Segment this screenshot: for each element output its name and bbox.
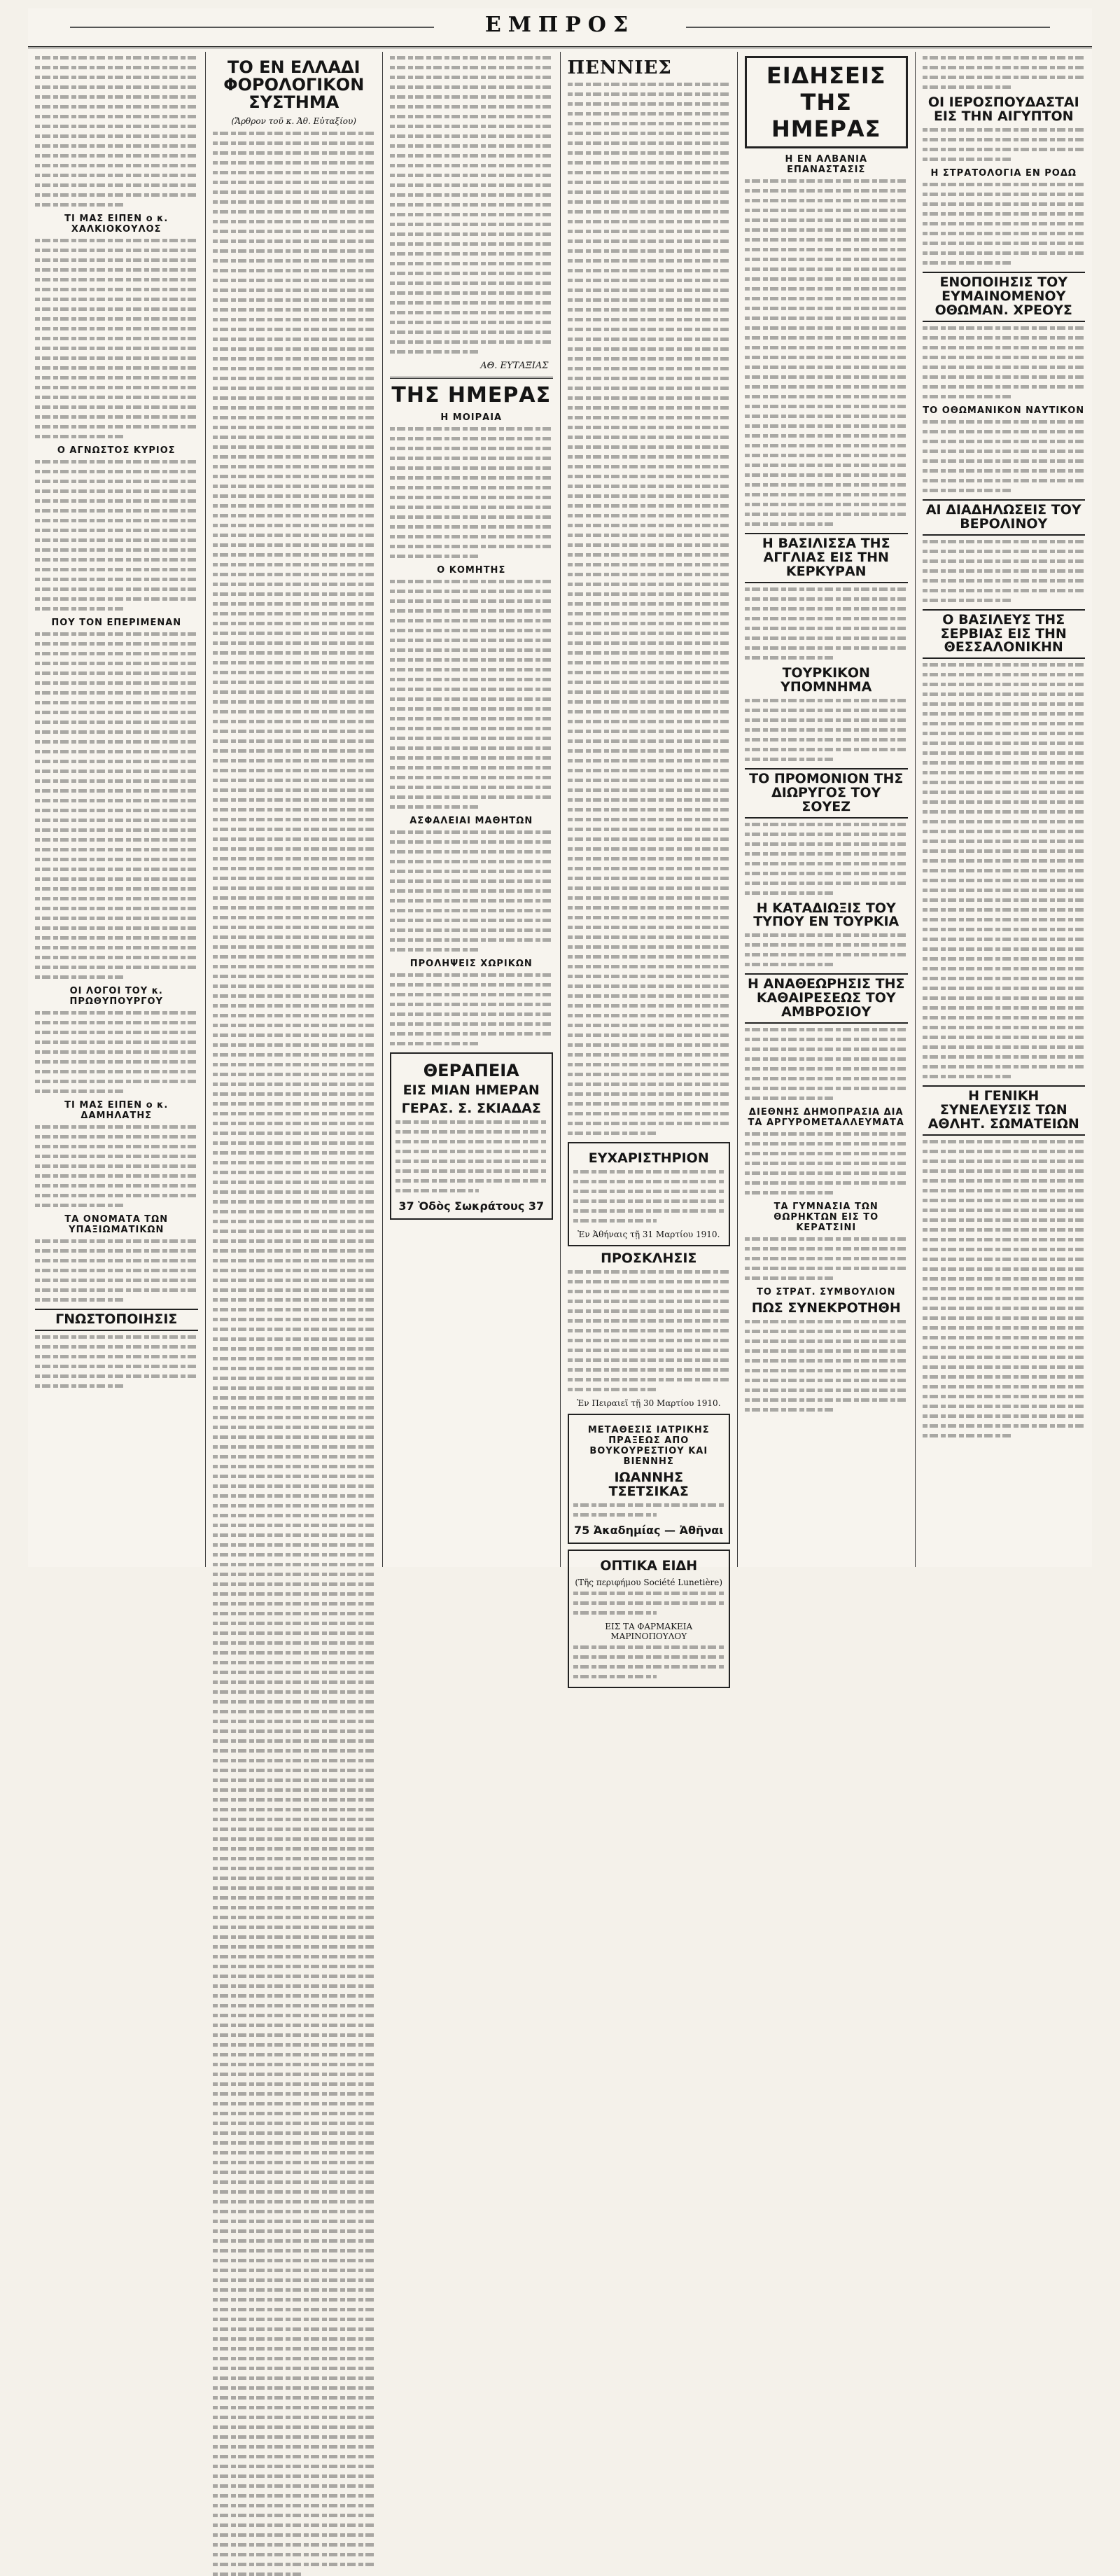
section-heading: Η ΚΑΤΑΔΙΩΞΙΣ ΤΟΥ ΤΥΠΟΥ ΕΝ ΤΟΥΡΚΙΑ xyxy=(753,900,899,930)
section-heading: Ο ΑΓΝΩΣΤΟΣ ΚΥΡΙΟΣ xyxy=(57,445,176,456)
section-heading: Η ΒΑΣΙΛΙΣΣΑ ΤΗΣ ΑΓΓΛΙΑΣ ΕΙΣ ΤΗΝ ΚΕΡΚΥΡΑΝ xyxy=(745,533,908,583)
section-heading: ΕΝΟΠΟΙΗΣΙΣ ΤΟΥ ΕΥΜΑΙΝΟΜΕΝΟΥ ΟΘΩΜΑΝ. ΧΡΕΟΥΣ xyxy=(923,272,1086,322)
byline: (Ἄρθρον τοῦ κ. Ἀθ. Εὐταξίου) xyxy=(231,116,356,126)
advertisement xyxy=(390,1052,553,1220)
ad-name: ΙΩΑΝΝΗΣ ΤΣΕΤΣΙΚΑΣ xyxy=(608,1469,689,1499)
notice-body xyxy=(573,1170,725,1223)
section-heading: ΤΑ ΓΥΜΝΑΣΙΑ ΤΩΝ ΘΩΡΗΚΤΩΝ ΕΙΣ ΤΟ ΚΕΡΑΤΣΙΝΙ xyxy=(774,1202,879,1234)
article-body xyxy=(745,823,908,895)
article-body xyxy=(923,420,1086,492)
ad-note: ΕΙΣ ΤΑ ΦΑΡΜΑΚΕΙΑ ΜΑΡΙΝΟΠΟΥΛΟΥ xyxy=(605,1621,693,1641)
main-headline: ΤΟ ΕΝ ΕΛΛΑΔΙ ΦΟΡΟΛΟΓΙΚΟΝ ΣΥΣΤΗΜΑ xyxy=(223,57,365,113)
article-body xyxy=(390,973,553,1045)
column-1 xyxy=(28,52,206,1567)
section-heading: Η ΑΝΑΘΕΩΡΗΣΙΣ ΤΗΣ ΚΑΘΑΙΡΕΣΕΩΣ ΤΟΥ ΑΜΒΡΟΣΙΟΥ xyxy=(745,973,908,1024)
article-body xyxy=(35,1335,198,1388)
article-body xyxy=(35,56,198,207)
column-5 xyxy=(738,52,916,1567)
article-body xyxy=(213,132,376,2576)
ad-body xyxy=(573,1503,725,1517)
columns xyxy=(28,52,1092,1641)
masthead-rule-right xyxy=(686,27,1050,28)
column-4 xyxy=(561,52,738,1641)
section-heading: ΑΙ ΔΙΑΔΗΛΩΣΕΙΣ ΤΟΥ ΒΕΡΟΛΙΝΟΥ xyxy=(923,499,1086,536)
section-heading: ΠΡΟΛΗΨΕΙΣ ΧΩΡΙΚΩΝ xyxy=(410,958,533,969)
advertisement xyxy=(568,1550,731,1688)
ad-address: 37 Ὁδὸς Σωκράτους 37 xyxy=(398,1199,545,1213)
article-body xyxy=(745,1028,908,1100)
notice-date: Ἐν Πειραιεῖ τῇ 30 Μαρτίου 1910. xyxy=(576,1398,721,1408)
article-body xyxy=(35,1125,198,1207)
article-body xyxy=(35,1011,198,1093)
article-body xyxy=(923,663,1086,1078)
ad-title: ΘΕΡΑΠΕΙΑ xyxy=(423,1060,519,1080)
masthead xyxy=(28,8,1092,48)
divider xyxy=(390,377,553,379)
article-body xyxy=(923,56,1086,89)
notice-heading: ΠΡΟΣΚΛΗΣΙΣ xyxy=(601,1250,697,1266)
article-body xyxy=(35,460,198,611)
advertisement xyxy=(568,1414,731,1544)
article-body xyxy=(923,183,1086,265)
article-body xyxy=(568,83,731,1135)
ad-subtitle: (Τῆς περιφήμου Société Lunetière) xyxy=(575,1577,723,1587)
article-body xyxy=(745,179,908,526)
article-body xyxy=(923,128,1086,161)
section-heading: Η ΜΟΙΡΑΙΑ xyxy=(440,412,503,423)
section-heading: ΔΙΕΘΝΗΣ ΔΗΜΟΠΡΑΣΙΑ ΔΙΑ ΤΑ ΑΡΓΥΡΟΜΕΤΑΛΛΕΥΜΑΤΑ xyxy=(748,1107,904,1129)
article-body xyxy=(745,699,908,761)
section-heading: ΤΟ ΣΤΡΑΤ. ΣΥΜΒΟΥΛΙΟΝ xyxy=(756,1287,896,1298)
ad-name: ΓΕΡΑΣ. Σ. ΣΚΙΑΔΑΣ xyxy=(401,1100,541,1116)
notice-body xyxy=(568,1270,731,1391)
section-heading: Η ΣΤΡΑΤΟΛΟΓΙΑ ΕΝ ΡΟΔΩ xyxy=(930,167,1077,179)
article-body xyxy=(745,1132,908,1195)
section-heading: Ο ΒΑΣΙΛΕΥΣ ΤΗΣ ΣΕΡΒΙΑΣ ΕΙΣ ΤΗΝ ΘΕΣΣΑΛΟΝΙΚΗΝ xyxy=(923,609,1086,660)
notice-heading: ΕΥΧΑΡΙΣΤΗΡΙΟΝ xyxy=(588,1150,709,1166)
section-heading: ΟΙ ΛΟΓΟΙ ΤΟΥ κ. ΠΡΩΘΥΠΟΥΡΓΟΥ xyxy=(69,986,164,1007)
section-heading: ΤΙ ΜΑΣ ΕΙΠΕΝ ο κ. ΔΑΜΗΛΑΤΗΣ xyxy=(64,1100,169,1121)
ad-address: 75 Ἀκαδημίας — Ἀθῆναι xyxy=(574,1523,724,1537)
section-heading: ΑΣΦΑΛΕΙΑΙ ΜΑΘΗΤΩΝ xyxy=(410,815,533,826)
ad-subtitle: ΕΙΣ ΜΙΑΝ ΗΜΕΡΑΝ xyxy=(402,1082,540,1098)
ad-body xyxy=(396,1120,547,1192)
article-body xyxy=(35,1239,198,1302)
article-body xyxy=(745,933,908,966)
notice xyxy=(568,1142,731,1246)
article-body xyxy=(745,1320,908,1412)
article-body xyxy=(923,326,1086,398)
article-body xyxy=(745,1237,908,1280)
column-2 xyxy=(206,52,384,1567)
section-heading: ΤΟ ΠΡΟΜΟΝΙΟΝ ΤΗΣ ΔΙΩΡΥΓΟΣ ΤΟΥ ΣΟΥΕΖ xyxy=(745,768,908,819)
newspaper-page xyxy=(28,8,1092,1641)
notice-date: Ἐν Ἀθήναις τῇ 31 Μαρτίου 1910. xyxy=(578,1229,720,1239)
article-body xyxy=(390,580,553,809)
section-heading: ΤΟΥΡΚΙΚΟΝ ΥΠΟΜΝΗΜΑ xyxy=(780,664,872,695)
section-heading: ΠΩΣ ΣΥΝΕΚΡΟΤΗΘΗ xyxy=(751,1300,901,1316)
article-body xyxy=(390,427,553,558)
feature-title: ΤΗΣ ΗΜΕΡΑΣ xyxy=(391,383,552,408)
article-body xyxy=(745,587,908,660)
column-3 xyxy=(383,52,561,1567)
article-body xyxy=(923,540,1086,602)
ad-body xyxy=(573,1645,725,1678)
section-heading: Η ΕΝ ΑΛΒΑΝΙΑ ΕΠΑΝΑΣΤΑΣΙΣ xyxy=(785,154,868,175)
section-heading: ΠΟΥ ΤΟΝ ΕΠΕΡΙΜΕΝΑΝ xyxy=(51,618,182,628)
section-heading: ΤΙ ΜΑΣ ΕΙΠΕΝ ο κ. ΧΑΛΚΙΟΚΟΥΛΟΣ xyxy=(64,214,169,235)
section-heading: ΓΝΩΣΤΟΠΟΙΗΣΙΣ xyxy=(35,1309,198,1331)
article-body xyxy=(35,239,198,438)
article-body xyxy=(35,632,198,979)
column-6 xyxy=(916,52,1093,1567)
article-body xyxy=(390,830,553,952)
article-body xyxy=(923,1140,1086,1437)
ad-heading: ΜΕΤΑΘΕΣΙΣ ΙΑΤΡΙΚΗΣ ΠΡΑΞΕΩΣ ΑΠΟ ΒΟΥΚΟΥΡΕΣΤΙΟΥ ΚΑΙ ΒΙΕΝΝΗΣ xyxy=(587,1424,710,1467)
section-heading: Η ΓΕΝΙΚΗ ΣΥΝΕΛΕΥΣΙΣ ΤΩΝ ΑΘΛΗΤ. ΣΩΜΑΤΕΙΩΝ xyxy=(923,1085,1086,1136)
news-banner: ΕΙΔΗΣΕΙΣ ΤΗΣ ΗΜΕΡΑΣ xyxy=(745,56,908,148)
section-heading: Ο ΚΟΜΗΤΗΣ xyxy=(437,564,506,576)
section-heading: ΟΙ ΙΕΡΟΣΠΟΥΔΑΣΤΑΙ ΕΙΣ ΤΗΝ ΑΙΓΥΠΤΟΝ xyxy=(927,95,1079,124)
article-body xyxy=(390,56,553,354)
column-headline: ΠΕΝΝΙΕΣ xyxy=(567,57,672,78)
section-heading: ΤΟ ΟΘΩΜΑΝΙΚΟΝ ΝΑΥΤΙΚΟΝ xyxy=(923,405,1085,416)
section-heading: ΤΑ ΟΝΟΜΑΤΑ ΤΩΝ ΥΠΑΞΙΩΜΑΤΙΚΩΝ xyxy=(64,1214,169,1235)
article-signature: ΑΘ. ΕΥΤΑΞΙΑΣ xyxy=(480,361,549,371)
masthead-title: ΕΜΠΡΟΣ xyxy=(484,13,636,37)
ad-heading: ΟΠΤΙΚΑ ΕΙΔΗ xyxy=(600,1557,698,1573)
ad-body xyxy=(573,1592,725,1615)
